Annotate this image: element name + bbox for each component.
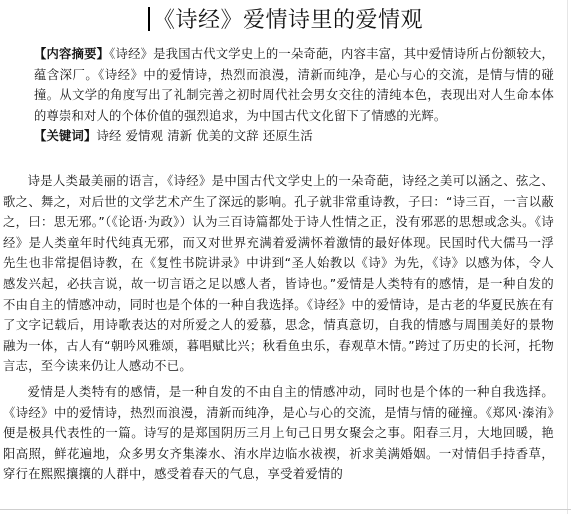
text-cursor [148,7,150,31]
abstract-section[interactable] [34,44,554,126]
keywords-label: 【关键词】 [34,129,97,143]
document-title-line [0,6,571,36]
abstract-label: 【内容摘要】 [34,47,110,61]
body-paragraph: 爱情是人类特有的感情，是一种自发的不由自主的情感冲动，同时也是个体的一种自我选择。《诗经》中的爱情诗，热烈而浪漫，清新而纯净，是心与心的交流，是情与情的碰撞。《郑风·溱洧》便是极具代表性的一篇。诗写的是郑国阴历三月上旬己日男女聚会之事。阳春三月，大地回暖，艳阳高照，鲜花遍地，众多男女齐集溱水、洧水岸边临水祓禊，祈求美满婚姻。一对情侣手持香草，穿行在熙熙攘攘的人群中，感受着春天的气息，享受着爱情的 [3,384,554,482]
body-paragraph: 诗是人类最美丽的语言，《诗经》是中国古代文学史上的一朵奇葩，诗经之美可以涵之、弦之、歌之、舞之，对后世的文学艺术产生了深远的影响。孔子就非常重诗教，子曰：“诗三百，一言以蔽之，曰：思无邪。”（《论语·为政》）认为三百诗篇都处于诗人性情之正，没有邪恶的思想或念头。《诗经》是人类童年时代纯真无邪，而又对世界充满着爱满怀着激情的最好体现。民国时代大儒马一浮先生也非常提倡诗教，在《复性书院讲录》中讲到“圣人始教以《诗》为先，《诗》以感为体，令人感发兴起，必扶言说，故一切言语之足以感人者，皆诗也。”爱情是人类特有的感情，是一种自发的不由自主的情感冲动，同时也是个体的一种自我选择。《诗经》中的爱情诗，是古老的华夏民族在有了文字记载后，用诗歌表达的对所爱之人的爱慕，思念，情真意切，自我的情感与周围美好的景物融为一体，古人有“朝吟风雅颂，暮唱赋比兴；秋看鱼虫乐，春观草木情。”跨过了历史的长河，托物言志，至今读来仍让人感动不已。 [3,174,554,374]
keywords-section[interactable] [34,126,554,146]
abstract-text: 《诗经》是我国古代文学史上的一朵奇葩，内容丰富，其中爱情诗所占份额较大，蕴含深厂。《诗经》中的爱情诗，热烈而浪漫，清新而纯净，是心与心的交流，是情与情的碰撞。从文学的角度写出了礼制完善之初时周代社会男女交往的清纯本色，表现出对人生命本体的尊崇和对人的个体价值的强烈追求，为中国古代文化留下了情感的光辉。 [34,47,554,123]
page-bottom-rule [0,509,571,510]
document-title[interactable]: 《诗经》爱情诗里的爱情观 [152,8,423,33]
page-edge-rule [567,0,568,514]
body-text[interactable] [3,171,554,490]
keywords-text: 诗经 爱情观 清新 优美的文辞 还原生活 [96,129,313,143]
